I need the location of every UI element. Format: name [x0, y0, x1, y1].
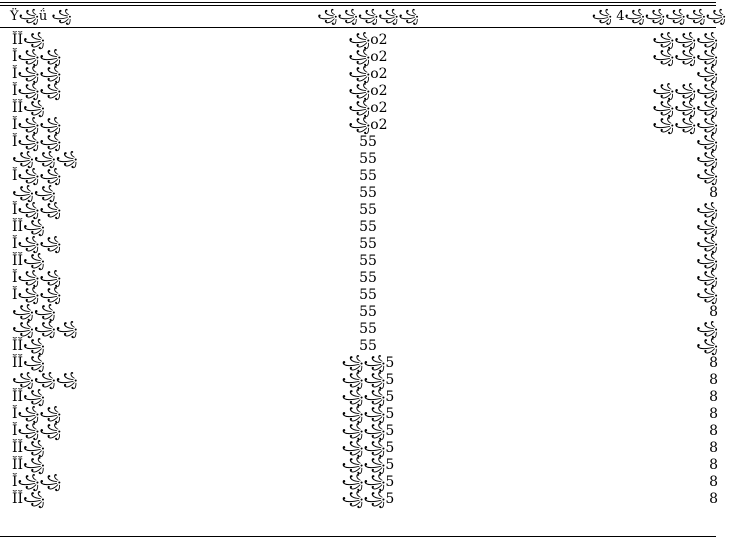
table-cell-col-3: 8: [709, 406, 718, 422]
table-cell-col-2: 55: [359, 338, 377, 354]
table-cell-col-3: ꧁: [696, 202, 718, 218]
table-cell-col-3: ꧁: [696, 338, 718, 354]
table-cell-col-3: 8: [709, 389, 718, 405]
table-cell-col-3: ꧁: [696, 134, 718, 150]
table-cell-col-3: 8: [709, 372, 718, 388]
table-cell-col-1: Ĭ꧁꧁: [12, 287, 62, 303]
table-cell-col-2: 55: [359, 185, 377, 201]
table-cell-col-2: 55: [359, 151, 377, 167]
table-cell-col-3: ꧁꧁꧁: [652, 32, 718, 48]
table-row: [0, 304, 738, 321]
table-row: [0, 27, 738, 49]
table-cell-col-1: Ĭ꧁꧁: [12, 49, 62, 65]
table-cell-col-3: 8: [709, 423, 718, 439]
table-cell-col-2: 55: [359, 134, 377, 150]
table-row: [0, 66, 738, 83]
top-rule-outer: [0, 2, 716, 3]
table-cell-col-2: ꧁o2: [348, 83, 388, 99]
table-cell-col-2: ꧁꧁5: [341, 491, 395, 507]
table-cell-col-2: 55: [359, 202, 377, 218]
table-row: [0, 440, 738, 457]
table-cell-col-2: ꧁꧁5: [341, 389, 395, 405]
table-cell-col-2: 55: [359, 219, 377, 235]
table-cell-col-2: 55: [359, 321, 377, 337]
table-cell-col-2: ꧁o2: [348, 49, 388, 65]
table-cell-col-3: ꧁꧁꧁: [652, 100, 718, 116]
table-row: [0, 474, 738, 491]
table-cell-col-2: ꧁꧁5: [341, 423, 395, 439]
bottom-rule: [0, 536, 716, 537]
table-cell-col-3: ꧁: [696, 287, 718, 303]
table-body: [0, 27, 738, 508]
table-row: [0, 372, 738, 389]
table-cell-col-2: ꧁꧁5: [341, 372, 395, 388]
table-cell-col-2: ꧁o2: [348, 100, 388, 116]
table-header-row: [0, 6, 738, 27]
table-row: [0, 338, 738, 355]
table-cell-col-2: ꧁꧁5: [341, 457, 395, 473]
table-cell-col-3: ꧁꧁꧁: [652, 83, 718, 99]
table-cell-col-2: ꧁o2: [348, 66, 388, 82]
table-cell-col-1: Ĭ꧁꧁: [12, 117, 62, 133]
table-cell-col-3: ꧁: [696, 66, 718, 82]
table-cell-col-1: Ĭ꧁꧁: [12, 236, 62, 252]
table-row: [0, 134, 738, 151]
table-cell-col-1: ꧁꧁꧁: [12, 372, 78, 388]
table-cell-col-3: ꧁꧁꧁: [652, 117, 718, 133]
table-row: [0, 491, 738, 508]
table-cell-col-3: 8: [709, 474, 718, 490]
table-row: [0, 100, 738, 117]
table-cell-col-3: ꧁: [696, 168, 718, 184]
table-cell-col-3: ꧁꧁꧁: [652, 49, 718, 65]
table-row: [0, 185, 738, 202]
table-row: [0, 117, 738, 134]
table-row: [0, 355, 738, 372]
table-cell-col-2: ꧁o2: [348, 117, 388, 133]
table-cell-col-3: 8: [709, 491, 718, 507]
table-row: [0, 168, 738, 185]
table-cell-col-1: ĬĬ꧁: [12, 32, 45, 48]
table-cell-col-1: Ĭ꧁꧁: [12, 474, 62, 490]
table-cell-col-3: ꧁: [696, 253, 718, 269]
table-row: [0, 151, 738, 168]
table-cell-col-2: ꧁꧁5: [341, 406, 395, 422]
table-cell-col-3: ꧁: [696, 270, 718, 286]
table-cell-col-2: 55: [359, 287, 377, 303]
table-row: [0, 219, 738, 236]
table-row: [0, 321, 738, 338]
table-cell-col-1: ĬĬ꧁: [12, 491, 45, 507]
table-cell-col-1: ꧁꧁꧁: [12, 151, 78, 167]
table-cell-col-3: ꧁: [696, 219, 718, 235]
table-cell-col-1: Ĭ꧁꧁: [12, 134, 62, 150]
table-cell-col-1: Ĭ꧁꧁: [12, 423, 62, 439]
table-cell-col-2: 55: [359, 253, 377, 269]
column-header-1: Ÿ꧁ǘ ꧁: [10, 9, 72, 24]
table-row: [0, 270, 738, 287]
table-row: [0, 202, 738, 219]
table-cell-col-2: ꧁꧁5: [341, 474, 395, 490]
table-cell-col-3: 8: [709, 457, 718, 473]
table-row: [0, 49, 738, 66]
table-cell-col-1: ĬĬ꧁: [12, 355, 45, 371]
table-cell-col-1: Ĭ꧁꧁: [12, 202, 62, 218]
table-cell-col-1: ĬĬ꧁: [12, 100, 45, 116]
table-cell-col-2: ꧁꧁5: [341, 355, 395, 371]
table-cell-col-1: ĬĬ꧁: [12, 389, 45, 405]
table-cell-col-1: ĬĬ꧁: [12, 457, 45, 473]
table-cell-col-1: ꧁꧁: [12, 185, 56, 201]
table-cell-col-1: ĬĬ꧁: [12, 253, 45, 269]
table-cell-col-2: 55: [359, 304, 377, 320]
table-cell-col-1: ĬĬ꧁: [12, 440, 45, 456]
table-cell-col-1: ꧁꧁꧁: [12, 321, 78, 337]
table-cell-col-2: 55: [359, 270, 377, 286]
table-cell-col-3: 8: [709, 440, 718, 456]
column-header-2: ꧁꧁꧁꧁꧁: [317, 9, 419, 24]
table-row: [0, 83, 738, 100]
table-cell-col-2: ꧁꧁5: [341, 440, 395, 456]
table-row: [0, 423, 738, 440]
table-cell-col-2: 55: [359, 168, 377, 184]
table-cell-col-3: 8: [709, 304, 718, 320]
table-cell-col-3: ꧁: [696, 236, 718, 252]
table-cell-col-2: 55: [359, 236, 377, 252]
table-row: [0, 287, 738, 304]
data-table: [0, 6, 738, 508]
table-cell-col-1: Ĭ꧁꧁: [12, 270, 62, 286]
table-cell-col-1: Ĭ꧁꧁: [12, 66, 62, 82]
table-cell-col-1: Ĭ꧁꧁: [12, 406, 62, 422]
table-cell-col-1: ĬĬ꧁: [12, 338, 45, 354]
table-row: [0, 406, 738, 423]
table-cell-col-3: 8: [709, 185, 718, 201]
table-row: [0, 236, 738, 253]
table-cell-col-3: ꧁: [696, 321, 718, 337]
column-header-3: ꧁ 4꧁꧁꧁꧁꧁: [591, 9, 726, 24]
table-cell-col-3: ꧁: [696, 151, 718, 167]
table-row: [0, 253, 738, 270]
table-cell-col-1: ĬĬ꧁: [12, 219, 45, 235]
table-cell-col-1: Ĭ꧁꧁: [12, 168, 62, 184]
table-cell-col-3: 8: [709, 355, 718, 371]
table-cell-col-1: ꧁꧁: [12, 304, 56, 320]
table-row: [0, 457, 738, 474]
table-cell-col-2: ꧁o2: [348, 32, 388, 48]
table-row: [0, 389, 738, 406]
table-cell-col-1: Ĭ꧁꧁: [12, 83, 62, 99]
